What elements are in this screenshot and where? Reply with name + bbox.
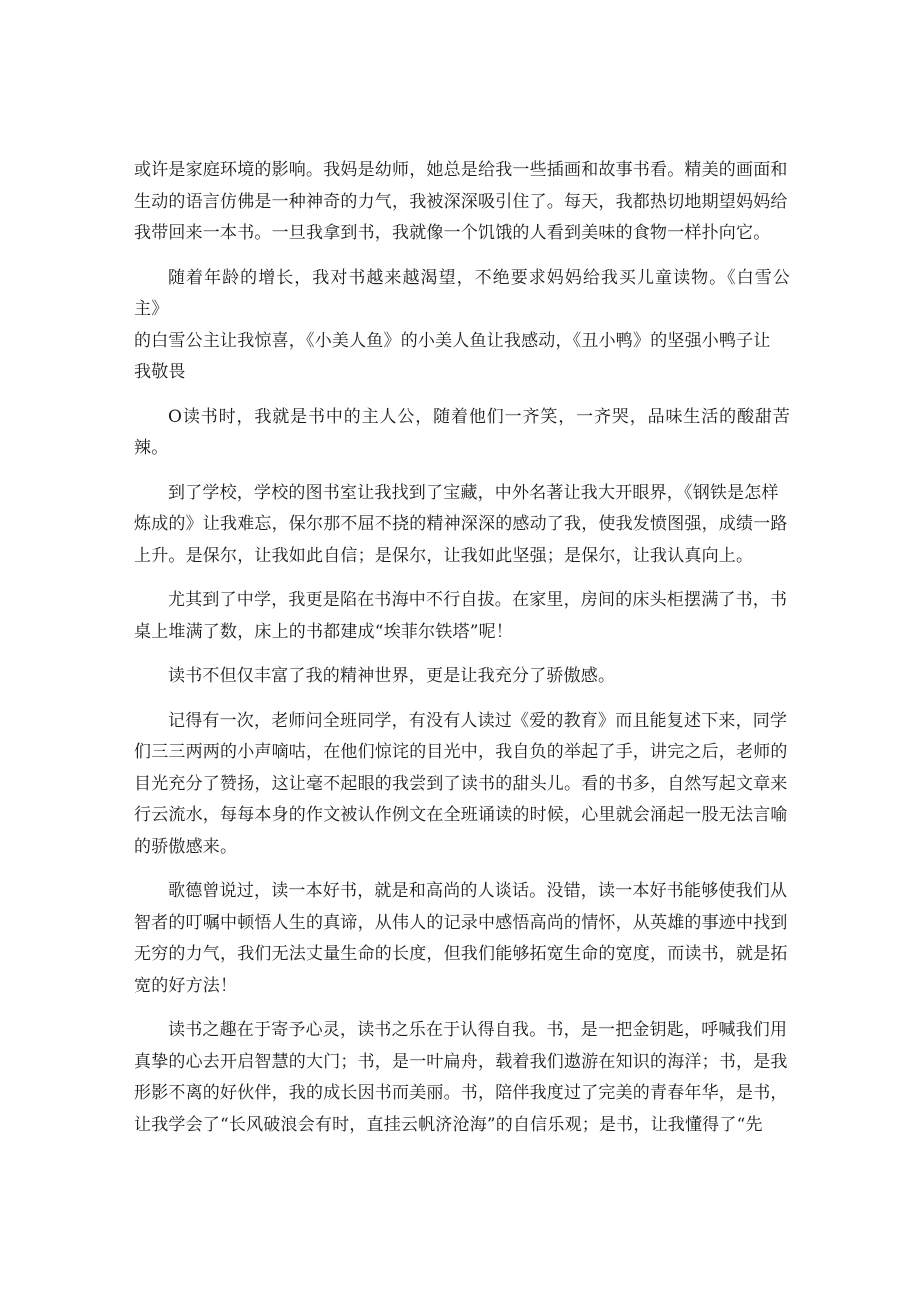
paragraph-2: 随着年龄的增长，我对书越来越渴望，不绝要求妈妈给我买儿童读物。《白雪公主》 的白雪公主让我惊喜，《小美人鱼》的小美人鱼让我感动，《丑小鸭》的坚强小鸭子让 我敬畏: [134, 267, 790, 382]
paragraph-3: O读书时，我就是书中的主人公，随着他们一齐笑，一齐哭，品味生活的酸甜苦辣。: [134, 406, 790, 458]
paragraph-6: 读书不但仅丰富了我的精神世界，更是让我充分了骄傲感。: [168, 666, 616, 686]
paragraph-5: 尤其到了中学，我更是陷在书海中不行自拔。在家里，房间的床头柜摆满了书，书 桌上堆满了数，床上的书都建成“埃菲尔铁塔”呢！: [134, 590, 788, 642]
paragraph-7: 记得有一次，老师问全班同学，有没有人读过《爱的教育》而且能复述下来，同学 们三三两两的小声嘀咕，在他们惊诧的目光中，我自负的举起了手，讲完之后，老师的 目光充分了赞扬，这让毫不起眼的我尝到了读书的甜头儿。看的书多，自然写起文章来 行云流水，每每本身的作文被认作例文在全班诵读的时候，心里就会涌起一股无法言喻 的骄傲感来。: [134, 710, 788, 857]
paragraph-1: 或许是家庭环境的影响。我妈是幼师，她总是给我一些插画和故事书看。精美的画面和 生动的语言仿佛是一种神奇的力气，我被深深吸引住了。每天，我都热切地期望妈妈给 我带回来一本书。一旦我拿到书，我就像一个饥饿的人看到美味的食物一样扑向它。: [134, 160, 788, 243]
paragraph-9: 读书之趣在于寄予心灵，读书之乐在于认得自我。书，是一把金钥匙，呼喊我们用 真挚的心去开启智慧的大门；书，是一叶扁舟，载着我们遨游在知识的海洋；书，是我 形影不离的好伙伴，我的成长因书而美丽。书，陪伴我度过了完美的青春年华，是书， 让我学会了“长风破浪会有时，直挂云帆济沧海”的自信乐观；是书，让我懂得了“先: [134, 1020, 788, 1135]
document-body: [134, 155, 790, 1154]
paragraph-8: 歌德曾说过，读一本好书，就是和高尚的人谈话。没错，读一本好书能够使我们从 智者的叮嘱中顿悟人生的真谛，从伟人的记录中感悟高尚的情怀，从英雄的事迹中找到 无穷的力气，我们无法丈量生命的长度，但我们能够拓宽生命的宽度，而读书，就是拓 宽的好方法！: [134, 881, 788, 996]
paragraph-4: 到了学校，学校的图书室让我找到了宝藏，中外名著让我大开眼界，《钢铁是怎样 炼成的》让我难忘，保尔那不屈不挠的精神深深的感动了我，使我发愤图强，成绩一路 上升。是保尔，让我如此自信；是保尔，让我如此坚强；是保尔，让我认真向上。: [134, 482, 788, 566]
